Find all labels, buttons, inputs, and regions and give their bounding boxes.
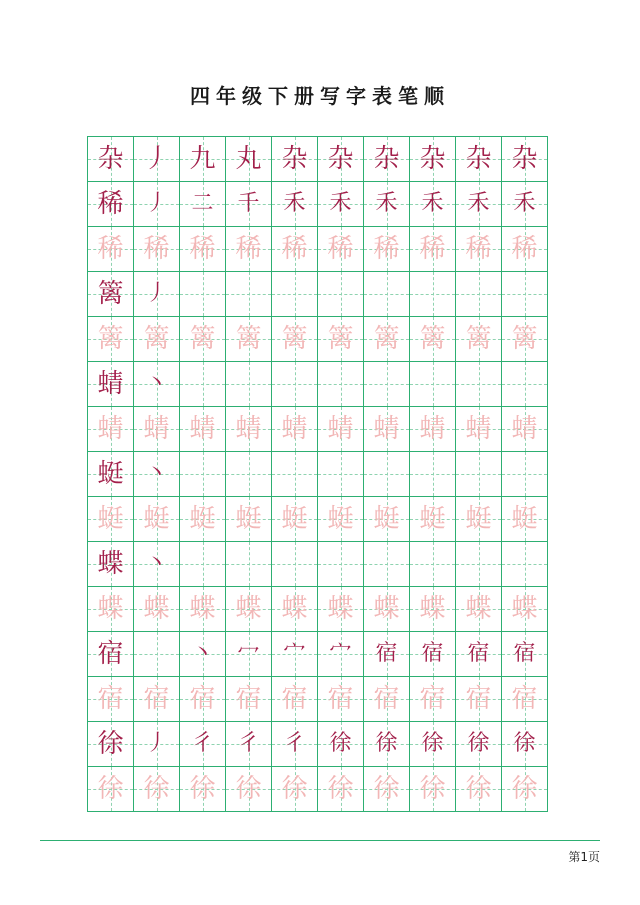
grid-cell bbox=[455, 496, 501, 541]
character: 稀 bbox=[511, 234, 538, 264]
character: 蝶 bbox=[235, 594, 262, 624]
grid-cell bbox=[225, 271, 271, 316]
grid-cell bbox=[271, 451, 317, 496]
character: 宿 bbox=[235, 684, 262, 714]
character: 篱 bbox=[143, 324, 170, 354]
grid-cell bbox=[409, 721, 455, 766]
character: 篱 bbox=[465, 324, 492, 354]
grid-cell bbox=[363, 271, 409, 316]
grid-cell bbox=[225, 496, 271, 541]
character: 徐 bbox=[421, 731, 444, 756]
grid-cell bbox=[87, 676, 133, 721]
grid-cell bbox=[133, 541, 179, 586]
grid-cell bbox=[317, 631, 363, 676]
character: 徐 bbox=[189, 774, 216, 804]
grid-cell bbox=[179, 586, 225, 631]
character: 杂 bbox=[281, 144, 308, 174]
character: 蝶 bbox=[97, 549, 124, 579]
character: 彳 bbox=[283, 731, 306, 756]
grid-cell bbox=[363, 451, 409, 496]
character: 彳 bbox=[237, 731, 260, 756]
grid-cell bbox=[409, 316, 455, 361]
character: 蜓 bbox=[327, 504, 354, 534]
character: 蝶 bbox=[189, 594, 216, 624]
character: 宿 bbox=[421, 641, 444, 666]
grid-cell bbox=[363, 181, 409, 226]
grid-cell bbox=[225, 721, 271, 766]
grid-cell bbox=[317, 676, 363, 721]
character: 蜻 bbox=[97, 414, 124, 444]
character: 篱 bbox=[97, 324, 124, 354]
grid-cell bbox=[271, 316, 317, 361]
character: 蝶 bbox=[373, 594, 400, 624]
character: 蜓 bbox=[97, 504, 124, 534]
character: 禾 bbox=[329, 191, 352, 216]
character: 篱 bbox=[189, 324, 216, 354]
grid-cell bbox=[87, 181, 133, 226]
character: 蝶 bbox=[143, 594, 170, 624]
grid-cell bbox=[271, 226, 317, 271]
grid-cell bbox=[409, 136, 455, 181]
character: 禾 bbox=[513, 191, 536, 216]
grid-cell bbox=[133, 271, 179, 316]
grid-cell bbox=[363, 631, 409, 676]
grid-cell bbox=[87, 361, 133, 406]
grid-cell bbox=[455, 631, 501, 676]
character: 蝶 bbox=[511, 594, 538, 624]
grid-cell bbox=[409, 451, 455, 496]
character: 蜓 bbox=[373, 504, 400, 534]
character: 宿 bbox=[465, 684, 492, 714]
grid-cell bbox=[409, 766, 455, 811]
grid-cell bbox=[409, 676, 455, 721]
grid-cell bbox=[455, 721, 501, 766]
character: 徐 bbox=[513, 731, 536, 756]
grid-cell bbox=[225, 676, 271, 721]
grid-cell bbox=[409, 541, 455, 586]
grid-cell bbox=[409, 406, 455, 451]
character: 篱 bbox=[373, 324, 400, 354]
grid-cell bbox=[225, 766, 271, 811]
grid-cell bbox=[455, 406, 501, 451]
grid-cell bbox=[409, 496, 455, 541]
grid-cell bbox=[501, 451, 547, 496]
grid-cell bbox=[455, 181, 501, 226]
grid-cell bbox=[87, 721, 133, 766]
grid-cell bbox=[87, 496, 133, 541]
grid-cell bbox=[271, 136, 317, 181]
character: 宿 bbox=[467, 641, 490, 666]
character: 千 bbox=[237, 191, 260, 216]
grid-cell bbox=[501, 541, 547, 586]
grid-cell bbox=[501, 316, 547, 361]
character: 宿 bbox=[373, 684, 400, 714]
character: 宀 bbox=[283, 641, 306, 666]
character: 蜻 bbox=[465, 414, 492, 444]
character: 丶 bbox=[145, 461, 168, 486]
grid-cell bbox=[133, 586, 179, 631]
grid-cell bbox=[363, 676, 409, 721]
character: 宿 bbox=[419, 684, 446, 714]
grid-cell bbox=[363, 361, 409, 406]
character: 篱 bbox=[281, 324, 308, 354]
character: 宿 bbox=[513, 641, 536, 666]
grid-cell bbox=[409, 586, 455, 631]
grid-cell bbox=[455, 271, 501, 316]
character: 蜻 bbox=[327, 414, 354, 444]
character: 宿 bbox=[97, 684, 124, 714]
grid-cell bbox=[133, 631, 179, 676]
grid-cell bbox=[455, 361, 501, 406]
grid-cell bbox=[317, 586, 363, 631]
character: 宿 bbox=[97, 639, 124, 669]
character: 蜓 bbox=[281, 504, 308, 534]
character: 稀 bbox=[327, 234, 354, 264]
character: 徐 bbox=[511, 774, 538, 804]
character: 徐 bbox=[143, 774, 170, 804]
grid-cell bbox=[87, 226, 133, 271]
character: 蝶 bbox=[97, 594, 124, 624]
grid-cell bbox=[363, 496, 409, 541]
grid-cell bbox=[363, 541, 409, 586]
grid-cell bbox=[225, 631, 271, 676]
grid-cell bbox=[317, 496, 363, 541]
grid-cell bbox=[179, 451, 225, 496]
character: 宿 bbox=[281, 684, 308, 714]
grid-cell bbox=[87, 451, 133, 496]
character: 稀 bbox=[419, 234, 446, 264]
grid-cell bbox=[133, 496, 179, 541]
character: 蜻 bbox=[97, 369, 124, 399]
grid-cell bbox=[225, 226, 271, 271]
grid-cell bbox=[179, 136, 225, 181]
character: 徐 bbox=[329, 731, 352, 756]
character: 二 bbox=[191, 191, 214, 216]
character: 冖 bbox=[237, 641, 260, 666]
character: 徐 bbox=[373, 774, 400, 804]
grid-cell bbox=[179, 271, 225, 316]
character: 稀 bbox=[281, 234, 308, 264]
grid-cell bbox=[317, 226, 363, 271]
grid-cell bbox=[87, 586, 133, 631]
character: 徐 bbox=[235, 774, 262, 804]
grid-cell bbox=[179, 316, 225, 361]
grid-cell bbox=[317, 271, 363, 316]
grid-cell bbox=[87, 541, 133, 586]
grid-cell bbox=[501, 271, 547, 316]
character: 稀 bbox=[373, 234, 400, 264]
grid-cell bbox=[225, 181, 271, 226]
grid-cell bbox=[271, 406, 317, 451]
grid-cell bbox=[271, 721, 317, 766]
grid-cell bbox=[133, 316, 179, 361]
grid-cell bbox=[87, 271, 133, 316]
character: 篱 bbox=[327, 324, 354, 354]
grid-cell bbox=[363, 406, 409, 451]
grid-cell bbox=[133, 676, 179, 721]
grid-cell bbox=[179, 496, 225, 541]
grid-cell bbox=[501, 406, 547, 451]
footer-divider bbox=[40, 840, 600, 841]
grid-cell bbox=[409, 631, 455, 676]
character: 徐 bbox=[419, 774, 446, 804]
grid-cell bbox=[501, 766, 547, 811]
character: 宿 bbox=[189, 684, 216, 714]
grid-cell bbox=[363, 226, 409, 271]
character: 蜓 bbox=[189, 504, 216, 534]
grid-cell bbox=[317, 181, 363, 226]
character: 宿 bbox=[375, 641, 398, 666]
grid-cell bbox=[501, 361, 547, 406]
grid-cell bbox=[455, 766, 501, 811]
character: 九 bbox=[189, 144, 216, 174]
character: 丿 bbox=[145, 191, 168, 216]
character: 徐 bbox=[281, 774, 308, 804]
character: 徐 bbox=[327, 774, 354, 804]
grid-cell bbox=[225, 136, 271, 181]
character: 杂 bbox=[511, 144, 538, 174]
page-title: 四年级下册写字表笔顺 bbox=[190, 84, 450, 108]
character: 丿 bbox=[145, 281, 168, 306]
grid-cell bbox=[455, 451, 501, 496]
character: 丶 bbox=[145, 371, 168, 396]
grid-cell bbox=[225, 451, 271, 496]
grid-cell bbox=[455, 676, 501, 721]
character: 蝶 bbox=[327, 594, 354, 624]
character: 杂 bbox=[97, 144, 124, 174]
grid-cell bbox=[501, 721, 547, 766]
character: 蝶 bbox=[281, 594, 308, 624]
character: 宿 bbox=[511, 684, 538, 714]
character: 丿 bbox=[143, 144, 170, 174]
grid-cell bbox=[271, 631, 317, 676]
character: 稀 bbox=[235, 234, 262, 264]
character: 蜻 bbox=[373, 414, 400, 444]
grid-cell bbox=[317, 766, 363, 811]
character: 禾 bbox=[283, 191, 306, 216]
character: 徐 bbox=[97, 729, 124, 759]
grid-cell bbox=[363, 586, 409, 631]
grid-cell bbox=[179, 766, 225, 811]
grid-cell bbox=[133, 361, 179, 406]
grid-cell bbox=[455, 541, 501, 586]
character: 杂 bbox=[327, 144, 354, 174]
grid-cell bbox=[179, 676, 225, 721]
character: 稀 bbox=[189, 234, 216, 264]
grid-cell bbox=[225, 361, 271, 406]
character: 稀 bbox=[465, 234, 492, 264]
character: 蜻 bbox=[419, 414, 446, 444]
character: 蝶 bbox=[465, 594, 492, 624]
grid-cell bbox=[363, 721, 409, 766]
grid-cell bbox=[501, 676, 547, 721]
grid-cell bbox=[501, 181, 547, 226]
grid-cell bbox=[317, 541, 363, 586]
grid-cell bbox=[179, 541, 225, 586]
character: 蜻 bbox=[511, 414, 538, 444]
character: 稀 bbox=[143, 234, 170, 264]
grid-cell bbox=[455, 136, 501, 181]
character: 徐 bbox=[465, 774, 492, 804]
character: 宿 bbox=[327, 684, 354, 714]
character: 蜓 bbox=[419, 504, 446, 534]
character: 稀 bbox=[97, 189, 124, 219]
grid-cell bbox=[501, 586, 547, 631]
grid-cell bbox=[409, 361, 455, 406]
grid-cell bbox=[363, 766, 409, 811]
character: 丶 bbox=[191, 641, 214, 666]
grid-cell bbox=[455, 226, 501, 271]
grid-cell bbox=[133, 226, 179, 271]
character: 禾 bbox=[375, 191, 398, 216]
grid-cell bbox=[271, 676, 317, 721]
character: 蜻 bbox=[235, 414, 262, 444]
grid-cell bbox=[225, 541, 271, 586]
character: 蜓 bbox=[143, 504, 170, 534]
character: 徐 bbox=[467, 731, 490, 756]
grid-cell bbox=[271, 181, 317, 226]
grid-cell bbox=[317, 406, 363, 451]
grid-cell bbox=[133, 406, 179, 451]
character: 篱 bbox=[419, 324, 446, 354]
grid-cell bbox=[179, 181, 225, 226]
character: 蜓 bbox=[235, 504, 262, 534]
grid-cell bbox=[317, 316, 363, 361]
character: 篱 bbox=[97, 279, 124, 309]
character: 彳 bbox=[191, 731, 214, 756]
character: 蜻 bbox=[281, 414, 308, 444]
grid-cell bbox=[87, 406, 133, 451]
page-number: 第1页 bbox=[568, 850, 600, 864]
grid-cell bbox=[317, 136, 363, 181]
grid-cell bbox=[87, 766, 133, 811]
grid-cell bbox=[363, 136, 409, 181]
grid-cell bbox=[133, 766, 179, 811]
grid-cell bbox=[133, 721, 179, 766]
grid-cell bbox=[179, 721, 225, 766]
grid-cell bbox=[501, 496, 547, 541]
character: 杂 bbox=[465, 144, 492, 174]
character: 徐 bbox=[375, 731, 398, 756]
grid-cell bbox=[271, 586, 317, 631]
character: 杂 bbox=[419, 144, 446, 174]
grid-cell bbox=[179, 361, 225, 406]
grid-cell bbox=[225, 406, 271, 451]
grid-cell bbox=[501, 631, 547, 676]
grid-cell bbox=[317, 451, 363, 496]
character: 蜻 bbox=[189, 414, 216, 444]
character: 篱 bbox=[235, 324, 262, 354]
grid-cell bbox=[317, 361, 363, 406]
character: 宿 bbox=[143, 684, 170, 714]
grid-cell bbox=[133, 451, 179, 496]
character: 丿 bbox=[145, 731, 168, 756]
character: 蜓 bbox=[465, 504, 492, 534]
character: 禾 bbox=[467, 191, 490, 216]
character: 稀 bbox=[97, 234, 124, 264]
character: 禾 bbox=[421, 191, 444, 216]
grid-cell bbox=[179, 406, 225, 451]
grid-cell bbox=[271, 541, 317, 586]
grid-cell bbox=[501, 136, 547, 181]
grid-cell bbox=[455, 316, 501, 361]
practice-grid bbox=[87, 136, 548, 812]
character: 蜓 bbox=[511, 504, 538, 534]
grid-cell bbox=[87, 136, 133, 181]
grid-cell bbox=[133, 181, 179, 226]
grid-cell bbox=[317, 721, 363, 766]
grid-cell bbox=[455, 586, 501, 631]
character: 蝶 bbox=[419, 594, 446, 624]
character: 杂 bbox=[373, 144, 400, 174]
grid-cell bbox=[179, 226, 225, 271]
character: 蜻 bbox=[143, 414, 170, 444]
character: 蜓 bbox=[97, 459, 124, 489]
grid-cell bbox=[409, 181, 455, 226]
grid-cell bbox=[87, 631, 133, 676]
character: 徐 bbox=[97, 774, 124, 804]
grid-cell bbox=[501, 226, 547, 271]
grid-cell bbox=[225, 586, 271, 631]
grid-cell bbox=[133, 136, 179, 181]
grid-cell bbox=[87, 316, 133, 361]
grid-cell bbox=[363, 316, 409, 361]
grid-cell bbox=[225, 316, 271, 361]
grid-cell bbox=[179, 631, 225, 676]
grid-cell bbox=[271, 271, 317, 316]
character: 丸 bbox=[235, 144, 262, 174]
character: 丶 bbox=[145, 551, 168, 576]
grid-cell bbox=[409, 226, 455, 271]
grid-cell bbox=[271, 361, 317, 406]
grid-cell bbox=[271, 766, 317, 811]
grid-cell bbox=[409, 271, 455, 316]
grid-cell bbox=[271, 496, 317, 541]
character: 宀 bbox=[329, 641, 352, 666]
character: 篱 bbox=[511, 324, 538, 354]
